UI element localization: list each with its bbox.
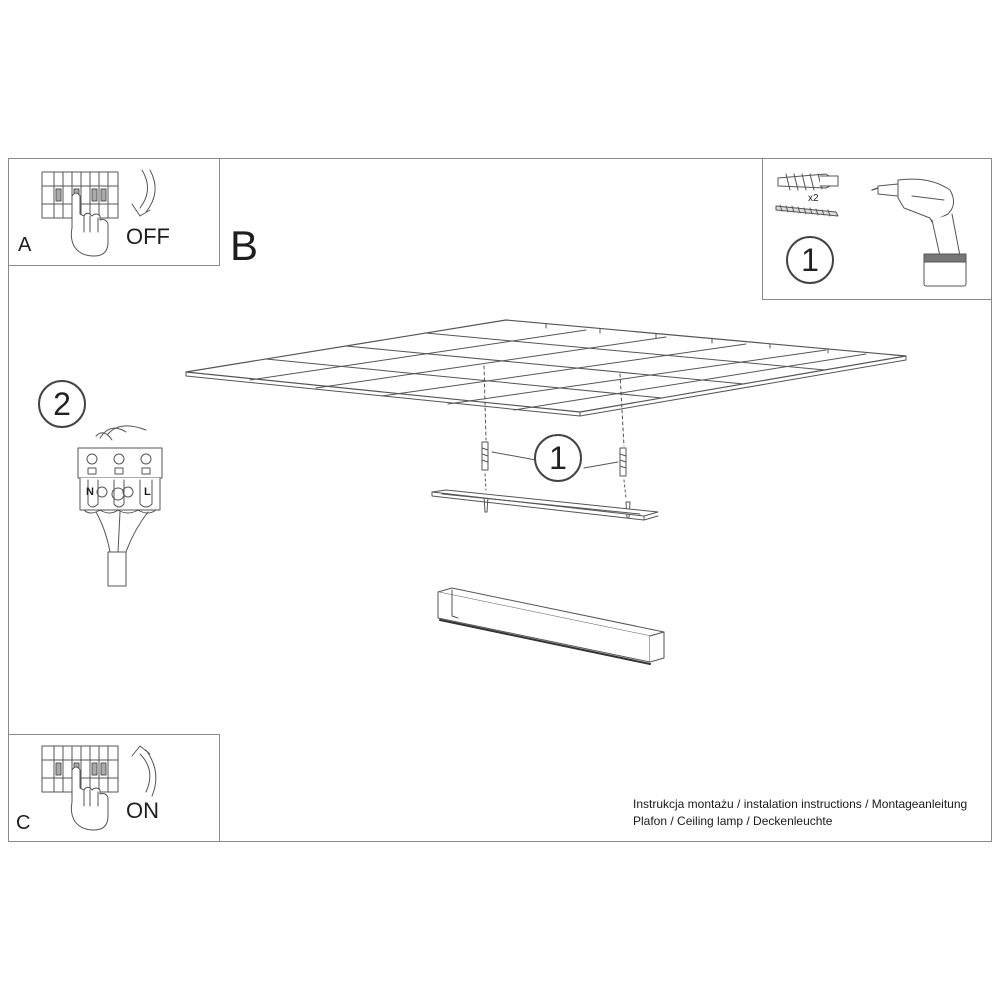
terminal-block-icon: [78, 426, 162, 513]
arrow-down-icon: [132, 170, 155, 216]
wall-plug-icon: [778, 174, 838, 190]
caption-line-2: Plafon / Ceiling lamp / Deckenleuchte: [633, 814, 833, 828]
caption: [633, 796, 967, 830]
ceiling-panel: [186, 320, 906, 416]
power-off-label: OFF: [126, 224, 170, 249]
step-a-label: A: [18, 234, 32, 256]
parts-quantity-label: x2: [808, 193, 819, 204]
cable-icon: [96, 512, 148, 586]
lamp-body: [438, 588, 664, 664]
terminal-neutral-label: N: [86, 486, 94, 498]
callout-screws: 1: [534, 434, 582, 482]
terminal-live-label: L: [144, 486, 151, 498]
step-c-label: C: [16, 812, 31, 834]
callout-wiring: 2: [38, 380, 86, 428]
arrow-up-icon: [132, 746, 156, 796]
callout-tools: 1: [786, 236, 834, 284]
mounting-bracket: [432, 490, 658, 520]
caption-line-1: Instrukcja montażu / instalation instructions / Montageanleitung: [633, 797, 968, 811]
screw-icon: [776, 205, 838, 216]
power-on-label: ON: [126, 798, 159, 823]
step-b-label: B: [230, 222, 259, 269]
power-drill-icon: [872, 179, 966, 286]
